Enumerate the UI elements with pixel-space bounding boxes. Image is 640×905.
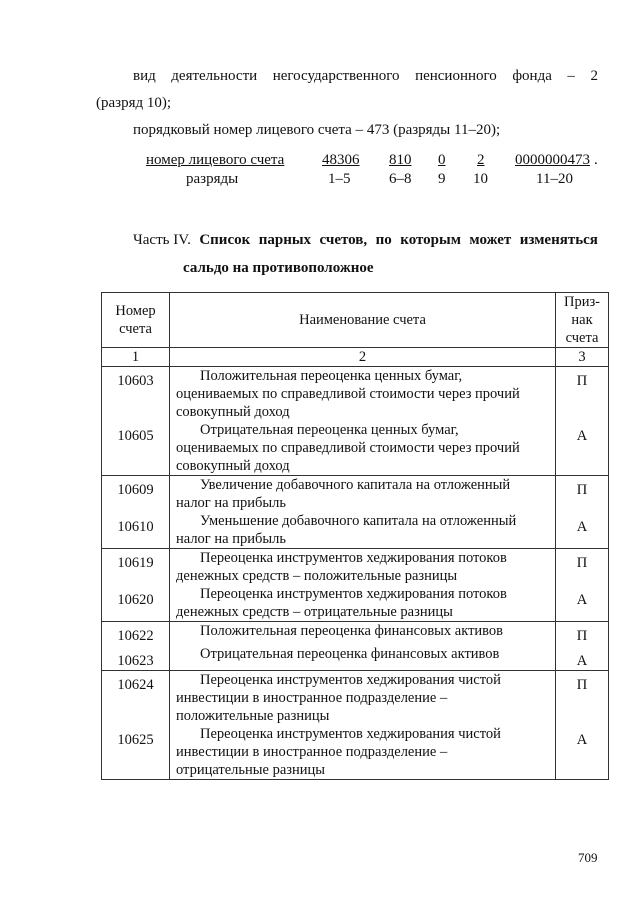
- part-title-word: изменяться: [519, 232, 598, 248]
- account-name-line: денежных средств – положительные разницы: [176, 568, 458, 584]
- part-title-word: по: [375, 232, 392, 248]
- account-number: 10619: [102, 549, 170, 586]
- intro-line-3: порядковый номер лицевого счета – 473 (разряды 11–20);: [133, 122, 501, 138]
- part-title-line-2: сальдо на противоположное: [183, 260, 374, 276]
- account-name-line: Переоценка инструментов хеджирования чистой: [200, 726, 501, 742]
- part-heading: [133, 231, 598, 276]
- account-number: 10610: [102, 512, 170, 549]
- account-part-digits: 11–20: [536, 171, 573, 187]
- table-row: [102, 367, 609, 422]
- part-title-word: может: [469, 232, 512, 248]
- account-name-line: Отрицательная переоценка финансовых активов: [200, 646, 500, 662]
- account-name: [170, 725, 556, 780]
- account-pair-group: [102, 367, 609, 476]
- account-name-line: Увеличение добавочного капитала на отложенный: [200, 477, 511, 493]
- part-title-word: парных: [258, 232, 312, 248]
- account-sign: А: [556, 725, 609, 780]
- intro-word: негосударственного: [272, 68, 400, 84]
- account-number: 10624: [102, 671, 170, 726]
- account-name: [170, 549, 556, 586]
- table-row: [102, 645, 609, 671]
- table-row: [102, 476, 609, 513]
- header-text: Приз-: [563, 294, 601, 310]
- account-name-line: оцениваемых по справедливой стоимости через прочий: [176, 386, 520, 402]
- intro-word: пенсионного: [415, 68, 497, 84]
- table-row: [102, 671, 609, 726]
- header-account-number: [102, 293, 170, 348]
- part-title-word: Список: [199, 232, 251, 248]
- account-part-value: 48306: [322, 152, 360, 168]
- account-number-label: номер лицевого счета: [146, 152, 285, 168]
- intro-word: фонда: [512, 68, 552, 84]
- account-number: 10603: [102, 367, 170, 422]
- part-prefix: Часть IV.: [133, 232, 191, 248]
- account-name-line: налог на прибыль: [176, 531, 286, 547]
- account-part-value: 0000000473: [515, 152, 590, 168]
- header-text: Номер: [115, 303, 156, 319]
- intro-word: 2: [590, 68, 598, 84]
- account-name-line: оцениваемых по справедливой стоимости через прочий: [176, 440, 520, 456]
- account-end-mark: .: [594, 152, 598, 168]
- account-part-value: 2: [477, 152, 485, 168]
- account-number: 10620: [102, 585, 170, 622]
- account-number: 10625: [102, 725, 170, 780]
- account-part-digits: 9: [438, 171, 446, 187]
- digits-label: разряды: [186, 171, 239, 187]
- account-pair-group: [102, 476, 609, 549]
- table-header-row: [102, 293, 609, 348]
- account-number: 10609: [102, 476, 170, 513]
- account-sign: А: [556, 585, 609, 622]
- account-name: [170, 367, 556, 422]
- account-name-line: Уменьшение добавочного капитала на отложенный: [200, 513, 517, 529]
- account-name-line: налог на прибыль: [176, 495, 286, 511]
- intro-word: деятельности: [171, 68, 258, 84]
- part-title-word: которым: [400, 232, 461, 248]
- page-number: 709: [578, 850, 598, 865]
- account-name: [170, 622, 556, 646]
- account-part-value: 810: [389, 152, 412, 168]
- account-sign: А: [556, 421, 609, 476]
- column-number-row: [102, 348, 609, 367]
- header-account-sign: [556, 293, 609, 348]
- column-number: 3: [556, 348, 609, 367]
- account-name-line: совокупный доход: [176, 404, 290, 420]
- account-name: [170, 671, 556, 726]
- header-text: нак: [571, 312, 593, 328]
- account-name-line: Переоценка инструментов хеджирования потоков: [200, 550, 507, 566]
- account-name: [170, 476, 556, 513]
- account-name: [170, 512, 556, 549]
- intro-line-1: [133, 67, 598, 85]
- column-number: 2: [170, 348, 556, 367]
- table-row: [102, 512, 609, 549]
- table-row: [102, 622, 609, 646]
- account-sign: П: [556, 622, 609, 646]
- paired-accounts-table: [101, 292, 609, 780]
- table-row: [102, 725, 609, 780]
- account-name-line: денежных средств – отрицательные разницы: [176, 604, 453, 620]
- account-name-line: положительные разницы: [176, 708, 330, 724]
- intro-word: –: [567, 68, 575, 84]
- account-sign: П: [556, 476, 609, 513]
- account-name: [170, 645, 556, 671]
- account-name: [170, 421, 556, 476]
- header-text: счета: [565, 330, 599, 346]
- account-name-line: Отрицательная переоценка ценных бумаг,: [200, 422, 459, 438]
- account-name-line: Переоценка инструментов хеджирования потоков: [200, 586, 507, 602]
- account-number: 10623: [102, 645, 170, 671]
- account-name-line: Положительная переоценка ценных бумаг,: [200, 368, 463, 384]
- account-sign: А: [556, 512, 609, 549]
- account-part-digits: 10: [473, 171, 488, 187]
- part-title-word: счетов,: [319, 232, 368, 248]
- account-name-line: отрицательные разницы: [176, 762, 326, 778]
- column-number: 1: [102, 348, 170, 367]
- table-row: [102, 421, 609, 476]
- account-number: 10622: [102, 622, 170, 646]
- account-part-value: 0: [438, 152, 446, 168]
- account-name: [170, 585, 556, 622]
- account-name-line: совокупный доход: [176, 458, 290, 474]
- header-account-name: Наименование счета: [170, 293, 556, 348]
- intro-word: вид: [133, 68, 156, 84]
- account-number: 10605: [102, 421, 170, 476]
- account-name-line: инвестиции в иностранное подразделение –: [176, 690, 448, 706]
- account-pair-group: [102, 549, 609, 622]
- account-name-line: Переоценка инструментов хеджирования чистой: [200, 672, 501, 688]
- intro-line-2: (разряд 10);: [96, 95, 172, 111]
- header-text: счета: [119, 321, 152, 337]
- account-name-line: Положительная переоценка финансовых активов: [200, 623, 504, 639]
- account-sign: П: [556, 549, 609, 586]
- account-part-digits: 6–8: [389, 171, 412, 187]
- account-part-digits: 1–5: [328, 171, 351, 187]
- table-row: [102, 585, 609, 622]
- account-name-line: инвестиции в иностранное подразделение –: [176, 744, 448, 760]
- account-pair-group: [102, 671, 609, 780]
- table-row: [102, 549, 609, 586]
- account-pair-group: [102, 622, 609, 671]
- account-sign: П: [556, 671, 609, 726]
- account-sign: П: [556, 367, 609, 422]
- account-sign: А: [556, 645, 609, 671]
